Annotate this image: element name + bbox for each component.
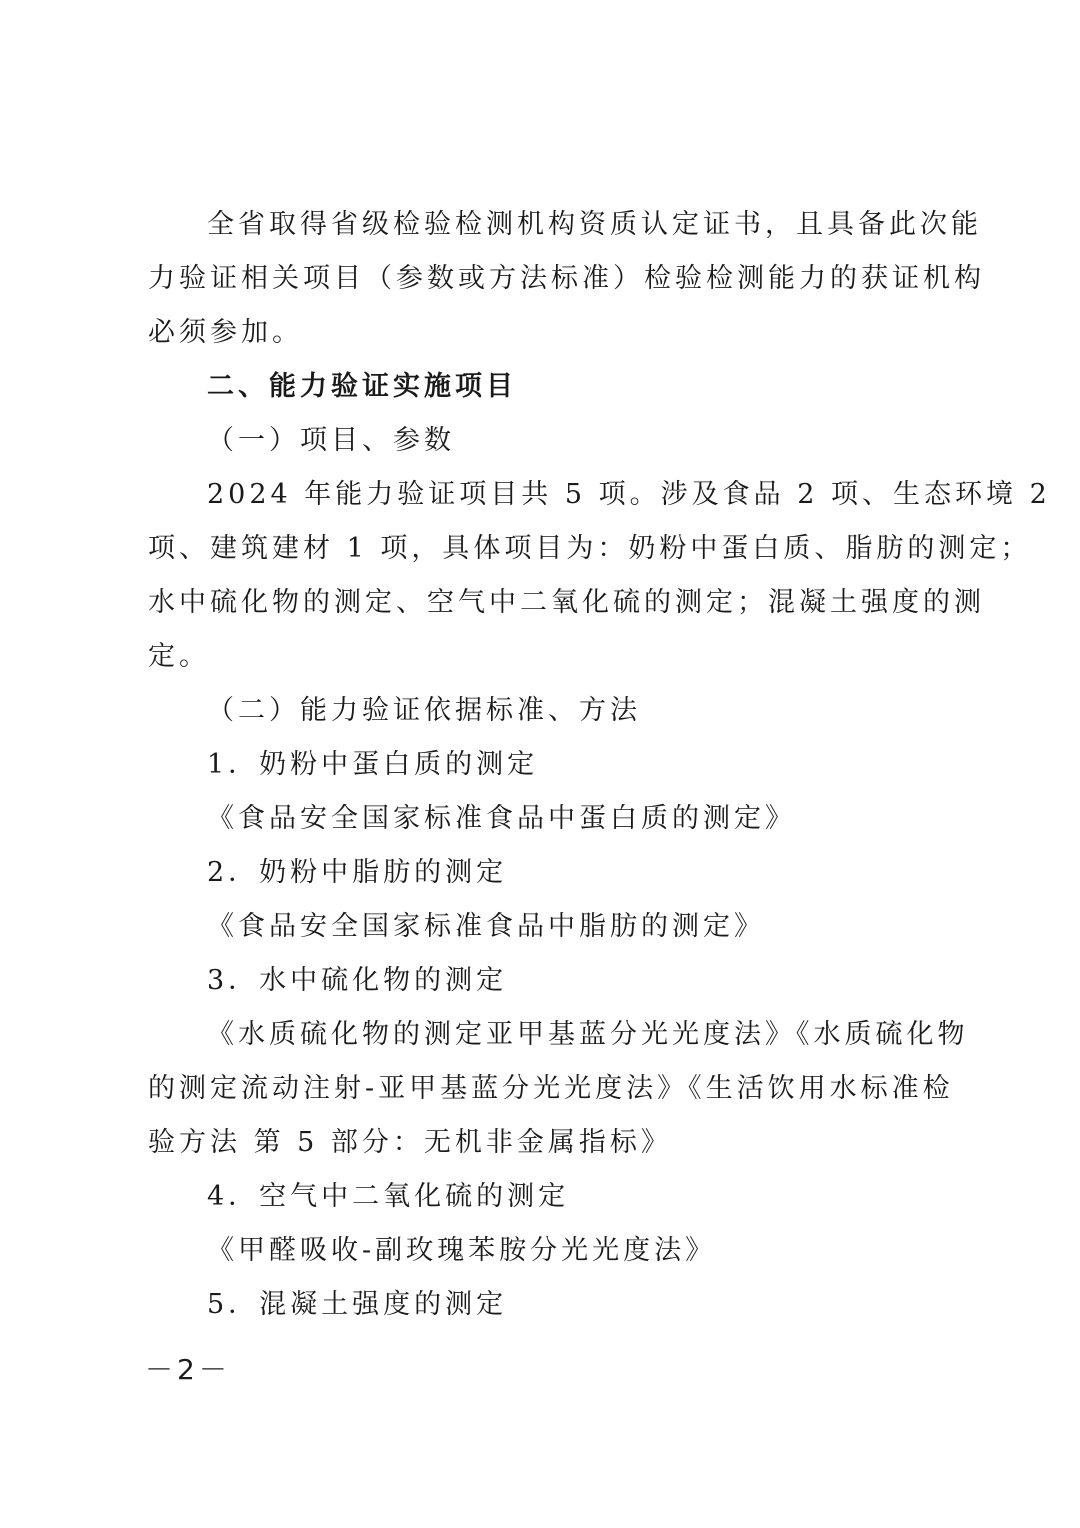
paragraph-line: 项、建筑建材 1 项，具体项目为：奶粉中蛋白质、脂肪的测定； [148,533,1032,564]
list-item-standard: 《食品安全国家标准食品中蛋白质的测定》 [207,803,796,834]
list-item-standard: 《甲醛吸收-副玫瑰苯胺分光光度法》 [207,1235,717,1266]
subsection-heading: （二）能力验证依据标准、方法 [207,695,641,726]
paragraph-line: 定。 [148,641,210,672]
list-item-standard: 《食品安全国家标准食品中脂肪的测定》 [207,911,765,942]
list-item-title: 1．奶粉中蛋白质的测定 [207,749,539,780]
section-heading: 二、能力验证实施项目 [207,371,517,402]
list-item-title: 3．水中硫化物的测定 [207,965,508,996]
list-item-title: 2．奶粉中脂肪的测定 [207,857,508,888]
list-item-title: 5．混凝土强度的测定 [207,1289,508,1320]
list-item-standard: 验方法 第 5 部分：无机非金属指标》 [148,1127,672,1158]
paragraph-line: 必须参加。 [148,317,303,348]
paragraph-line: 力验证相关项目（参数或方法标准）检验检测能力的获证机构 [148,263,985,294]
list-item-title: 4．空气中二氧化硫的测定 [207,1181,570,1212]
paragraph-line: 2024 年能力验证项目共 5 项。涉及食品 2 项、生态环境 2 [207,479,1051,510]
paragraph-line: 水中硫化物的测定、空气中二氧化硫的测定；混凝土强度的测 [148,587,985,618]
subsection-heading: （一）项目、参数 [207,425,455,456]
page-number: －2－ [145,1353,231,1386]
paragraph-line: 全省取得省级检验检测机构资质认定证书，且具备此次能 [207,209,982,240]
list-item-standard: 《水质硫化物的测定亚甲基蓝分光光度法》《水质硫化物 [207,1019,969,1050]
list-item-standard: 的测定流动注射-亚甲基蓝分光光度法》《生活饮用水标准检 [148,1073,954,1104]
